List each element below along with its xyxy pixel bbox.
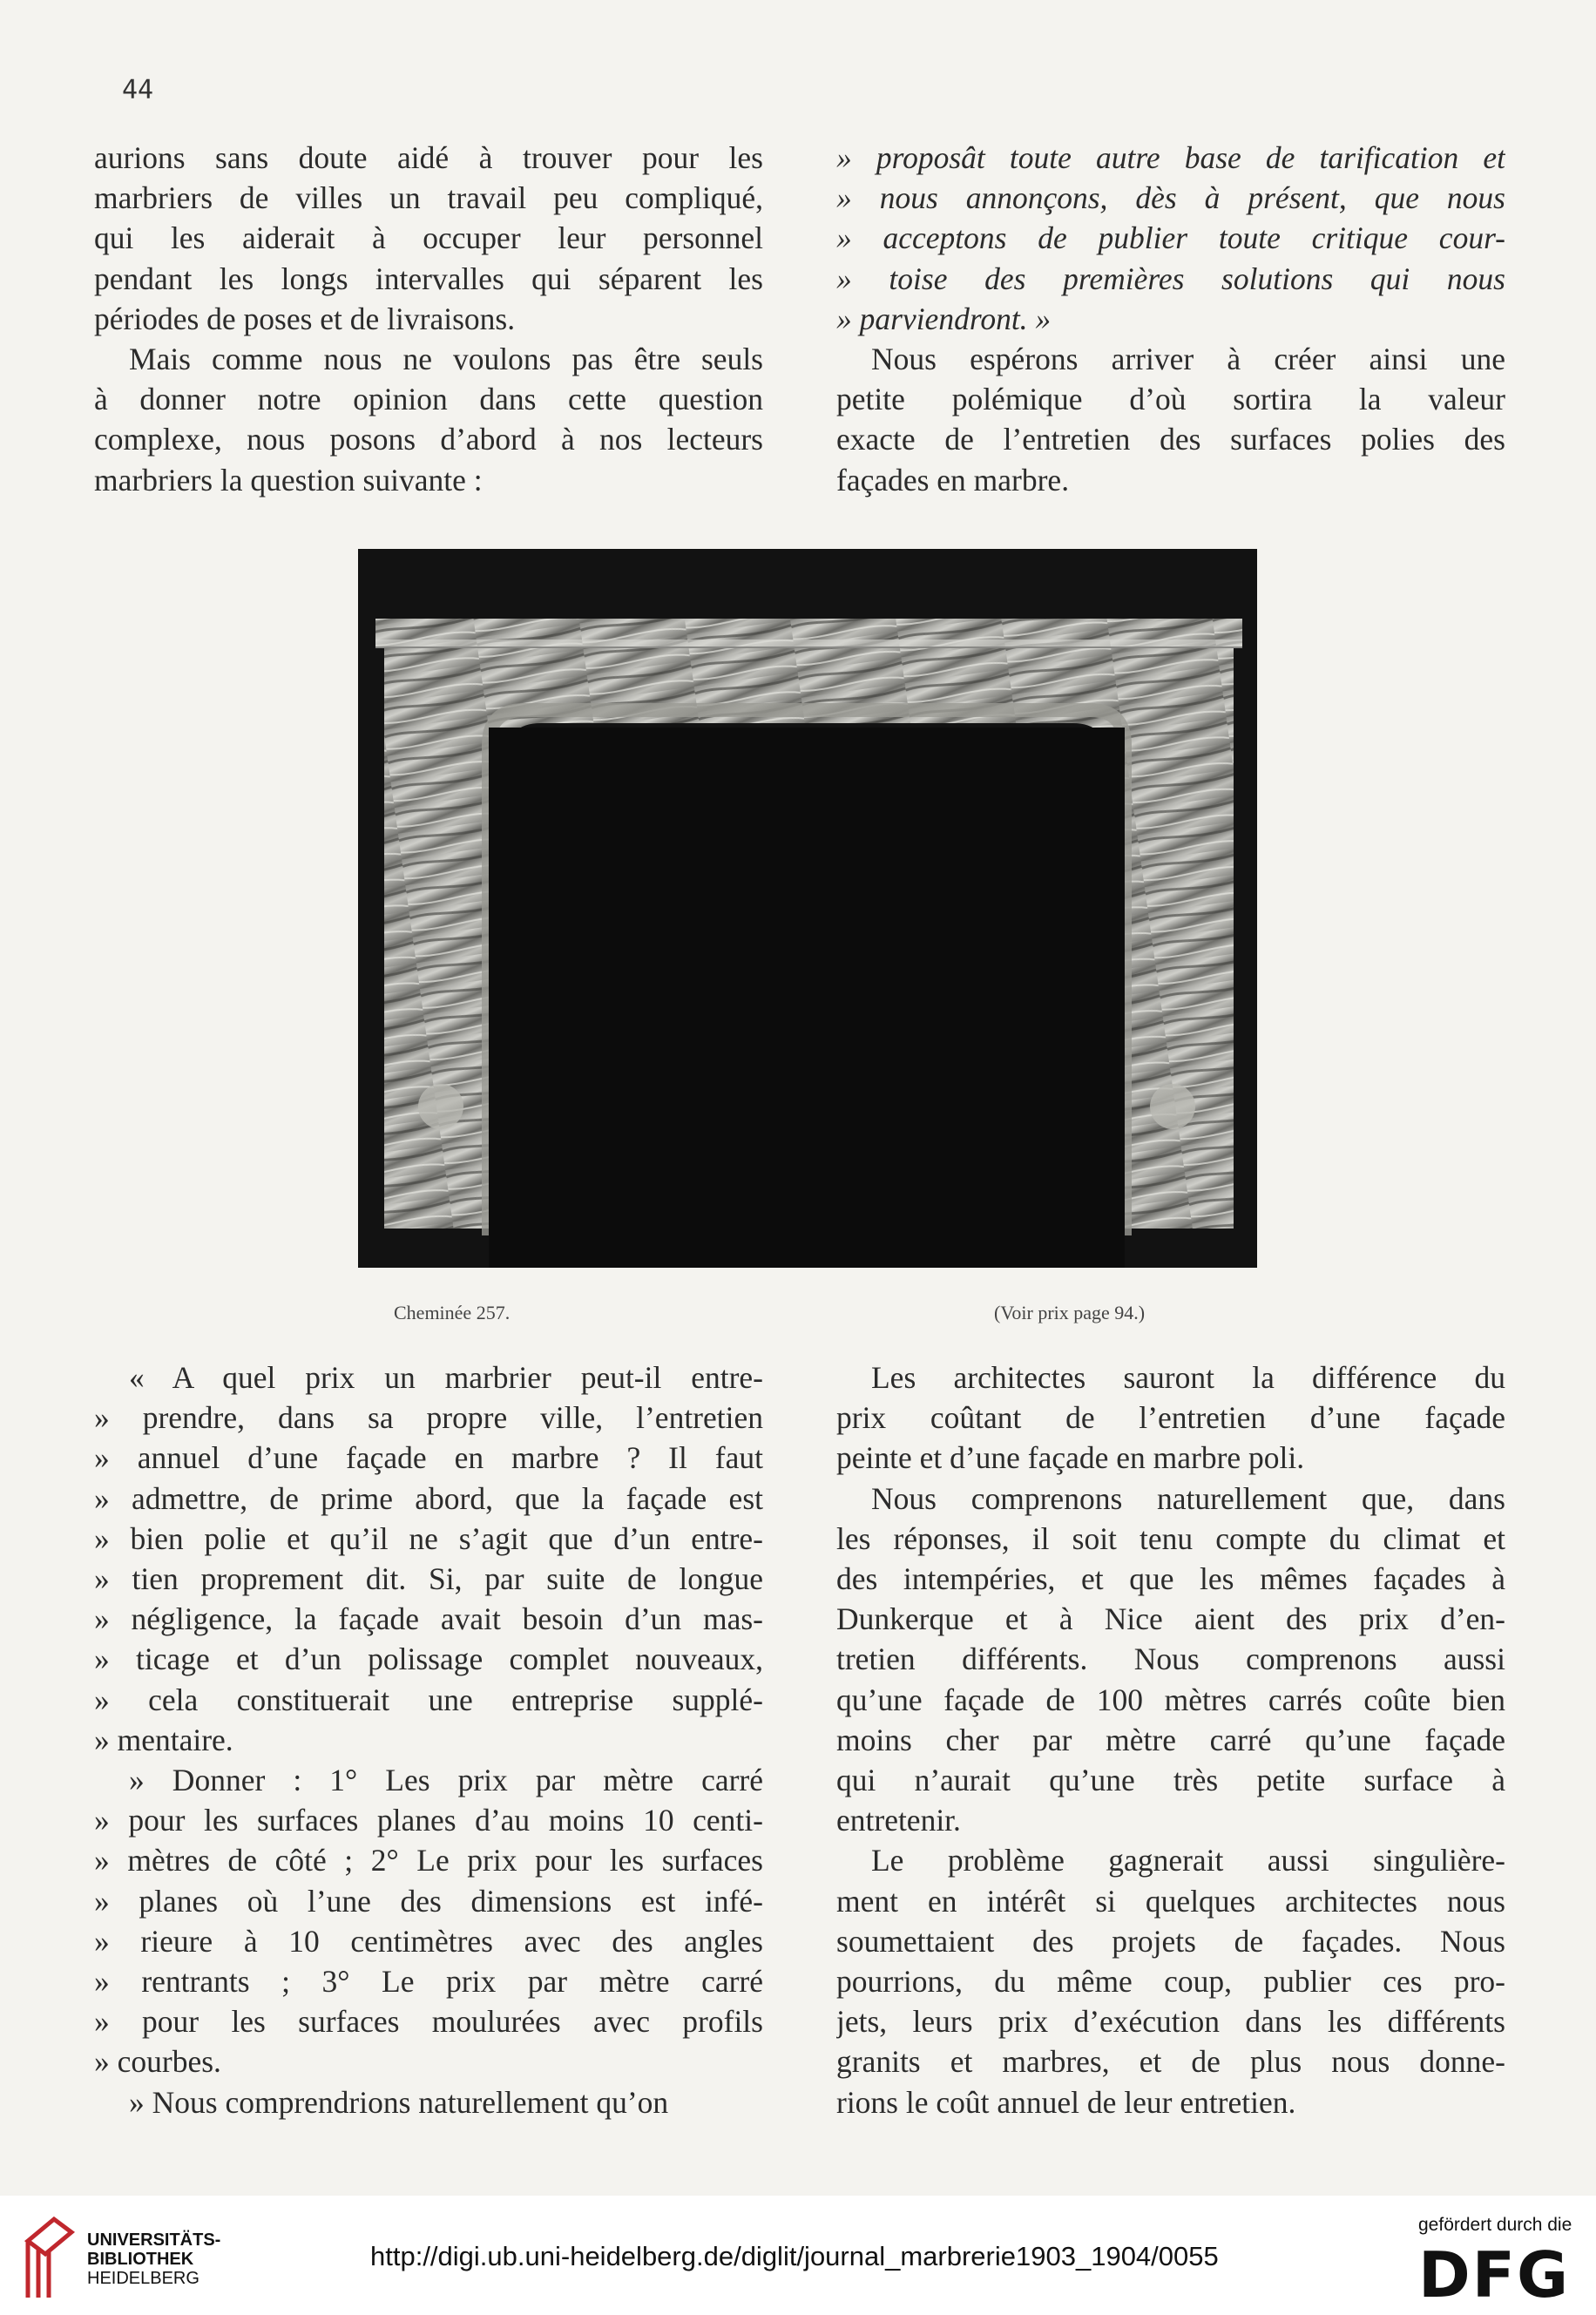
column-bottom-right (836, 1357, 1505, 2122)
text-line: qu’une façade de 100 mètres carrés coûte bien (836, 1682, 1505, 1717)
dfg-logo-icon: DFG (1418, 2238, 1571, 2312)
text-line: » rentrants ; 3° Le prix par mètre carré (94, 1964, 763, 2000)
text-line: des intempéries, et que les mêmes façades à (836, 1561, 1505, 1597)
text-line: ment en intérêt si quelques architectes nous (836, 1883, 1505, 1919)
text-line: qui les aiderait à occuper leur personnel (94, 220, 763, 256)
text-line: » bien polie et qu’il ne s’agit que d’un entre- (94, 1520, 763, 1556)
text-line: granits et marbres, et de plus nous donne- (836, 2044, 1505, 2080)
text-line: tretien différents. Nous comprenons aussi (836, 1641, 1505, 1677)
library-name-line: HEIDELBERG (87, 2269, 200, 2288)
text-line: » parviendront. » (836, 301, 1052, 336)
text-line: » annuel d’une façade en marbre ? Il faut (94, 1440, 763, 1476)
page-number: 44 (122, 75, 154, 105)
fireplace-photo (358, 549, 1257, 1268)
source-url-link[interactable]: http://digi.ub.uni-heidelberg.de/diglit/journal_marbrerie1903_1904/0055 (370, 2241, 1219, 2271)
text-line: pourrions, du même coup, publier ces pro- (836, 1964, 1505, 2000)
text-line: périodes de poses et de livraisons. (94, 301, 516, 336)
fireplace-icon (358, 549, 1257, 1268)
text-line: » négligence, la façade avait besoin d’un mas- (94, 1601, 763, 1637)
library-name-line: UNIVERSITÄTS- (87, 2230, 221, 2250)
footer-bar (0, 2196, 1596, 2315)
text-line: petite polémique d’où sortira la valeur (836, 382, 1505, 417)
text-line: rions le coût annuel de leur entretien. (836, 2084, 1296, 2120)
figure-price-reference: (Voir prix page 94.) (994, 1302, 1146, 1323)
text-line: à donner notre opinion dans cette question (94, 382, 763, 417)
text-line: » prendre, dans sa propre ville, l’entretien (94, 1400, 763, 1436)
university-library-logo-icon (19, 2215, 78, 2302)
column-top-right (836, 138, 1505, 500)
text-line: » rieure à 10 centimètres avec des angles (94, 1923, 763, 1959)
text-line: » acceptons de publier toute critique cour- (836, 220, 1505, 256)
text-line: peinte et d’une façade en marbre poli. (836, 1440, 1305, 1476)
text-line: exacte de l’entretien des surfaces polies des (836, 422, 1505, 457)
text-line: façades en marbre. (836, 462, 1070, 498)
column-top-left (94, 138, 763, 500)
library-name (87, 2230, 220, 2288)
text-line: Mais comme nous ne voulons pas être seuls (129, 342, 763, 377)
text-line: » admettre, de prime abord, que la façade est (94, 1480, 763, 1516)
text-line: » planes où l’une des dimensions est infé- (94, 1883, 763, 1919)
text-line: les réponses, il soit tenu compte du climat et (836, 1520, 1505, 1556)
text-line: » mentaire. (94, 1722, 233, 1757)
text-line: » ticage et d’un polissage complet nouveaux, (94, 1641, 763, 1677)
library-name-line: BIBLIOTHEK (87, 2250, 194, 2269)
text-line: » toise des premières solutions qui nous (836, 261, 1505, 296)
text-line: » proposât toute autre base de tarification et (836, 140, 1505, 175)
figure-caption: Cheminée 257. (394, 1302, 511, 1323)
text-line: » pour les surfaces planes d’au moins 10 centi- (94, 1803, 763, 1838)
text-line: marbriers la question suivante : (94, 462, 483, 498)
text-line: Le problème gagnerait aussi singulière- (871, 1843, 1505, 1878)
text-line: jets, leurs prix d’exécution dans les différents (836, 2004, 1505, 2040)
text-line: Dunkerque et à Nice aient des prix d’en- (836, 1601, 1505, 1637)
text-line: aurions sans doute aidé à trouver pour les (94, 140, 763, 175)
text-line: « A quel prix un marbrier peut-il entre- (129, 1360, 763, 1395)
text-line: » pour les surfaces moulurées avec profils (94, 2004, 763, 2040)
text-line: prix coûtant de l’entretien d’une façade (836, 1400, 1505, 1436)
text-line: marbriers de villes un travail peu compliqué, (94, 180, 763, 216)
text-line: soumettaient des projets de façades. Nous (836, 1923, 1505, 1959)
text-line: qui n’aurait qu’une très petite surface à (836, 1763, 1505, 1798)
text-line: » courbes. (94, 2044, 221, 2080)
text-line: » nous annonçons, dès à présent, que nous (836, 180, 1505, 216)
text-line: » Nous comprendrions naturellement qu’on (129, 2084, 669, 2120)
text-line: Les architectes sauront la différence du (871, 1360, 1505, 1395)
text-line: pendant les longs intervalles qui séparent les (94, 261, 763, 296)
text-line: entretenir. (836, 1803, 961, 1838)
text-line: Nous comprenons naturellement que, dans (871, 1480, 1505, 1516)
text-line: » cela constituerait une entreprise supplé- (94, 1682, 763, 1717)
text-line: complexe, nous posons d’abord à nos lecteurs (94, 422, 763, 457)
text-line: Nous espérons arriver à créer ainsi une (871, 342, 1505, 377)
text-line: » Donner : 1° Les prix par mètre carré (129, 1763, 763, 1798)
text-line: moins cher par mètre carré qu’une façade (836, 1722, 1505, 1757)
funding-note: gefördert durch die (1418, 2215, 1572, 2235)
column-bottom-left (94, 1357, 763, 2122)
text-line: » mètres de côté ; 2° Le prix pour les surfaces (94, 1843, 763, 1878)
text-line: » tien proprement dit. Si, par suite de longue (94, 1561, 763, 1597)
